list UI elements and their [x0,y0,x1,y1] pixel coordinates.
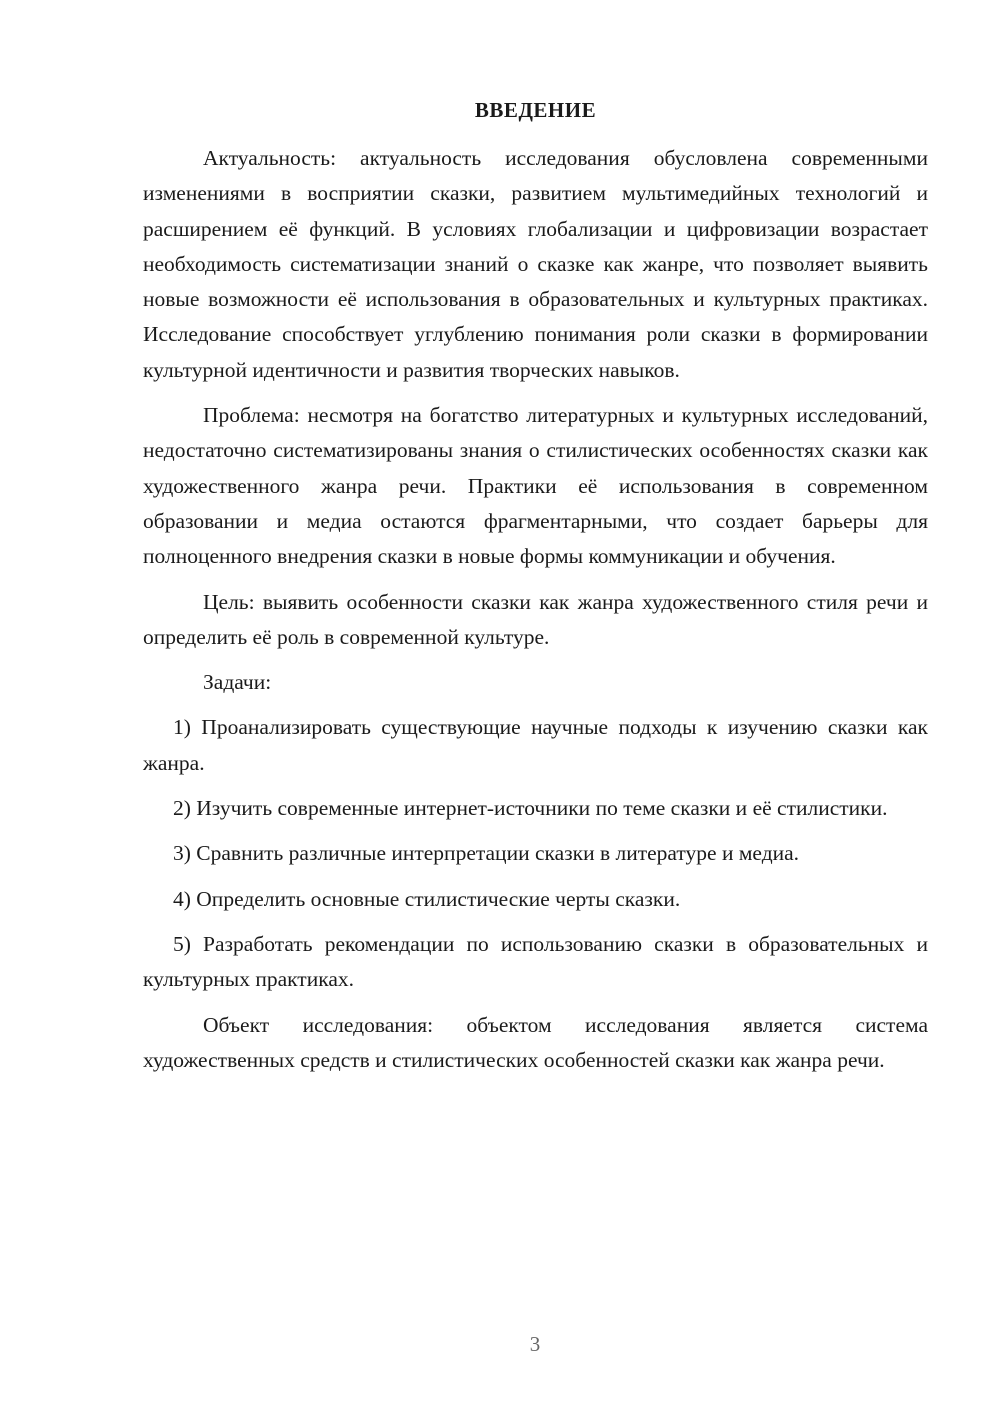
object-paragraph: Объект исследования: объектом исследования является система художественных средств и стилистических особенностей сказки как жанра речи. [143,1012,928,1072]
relevance-paragraph: Актуальность: актуальность исследования обусловлена современными изменениями в восприятии сказки, развитием мультимедийных технологий и расширением её функций. В условиях глобализации и цифровизации возрастает необходимость систематизации знаний о сказке как жанре, что позволяет выявить новые возможности её использования в образовательных и культурных практиках. Исследование способствует углублению понимания роли сказки в формировании культурной идентичности и развития творческих навыков. [143,146,928,382]
tasks-label: Задачи: [203,670,272,695]
page-number: 3 [529,1332,541,1356]
page-content [143,92,928,1088]
task-item: 2) Изучить современные интернет-источники по теме сказки и её стилистики. [173,796,888,821]
goal-paragraph: Цель: выявить особенности сказки как жанра художественного стиля речи и определить её роль в современной культуре. [143,589,928,649]
task-item: 4) Определить основные стилистические черты сказки. [173,886,681,911]
task-item: 5) Разработать рекомендации по использованию сказки в образовательных и культурных практиках. [143,931,928,992]
problem-paragraph: Проблема: несмотря на богатство литературных и культурных исследований, недостаточно систематизированы знания о стилистических особенностях сказки как художественного жанра речи. Практики её использования в современном образовании и медиа остаются фрагментарными, что создает барьеры для полноценного внедрения сказки в новые формы коммуникации и обучения. [143,403,928,569]
task-item: 3) Сравнить различные интерпретации сказки в литературе и медиа. [173,841,800,866]
task-item: 1) Проанализировать существующие научные подходы к изучению сказки как жанра. [143,715,928,775]
section-heading: ВВЕДЕНИЕ [474,98,597,122]
